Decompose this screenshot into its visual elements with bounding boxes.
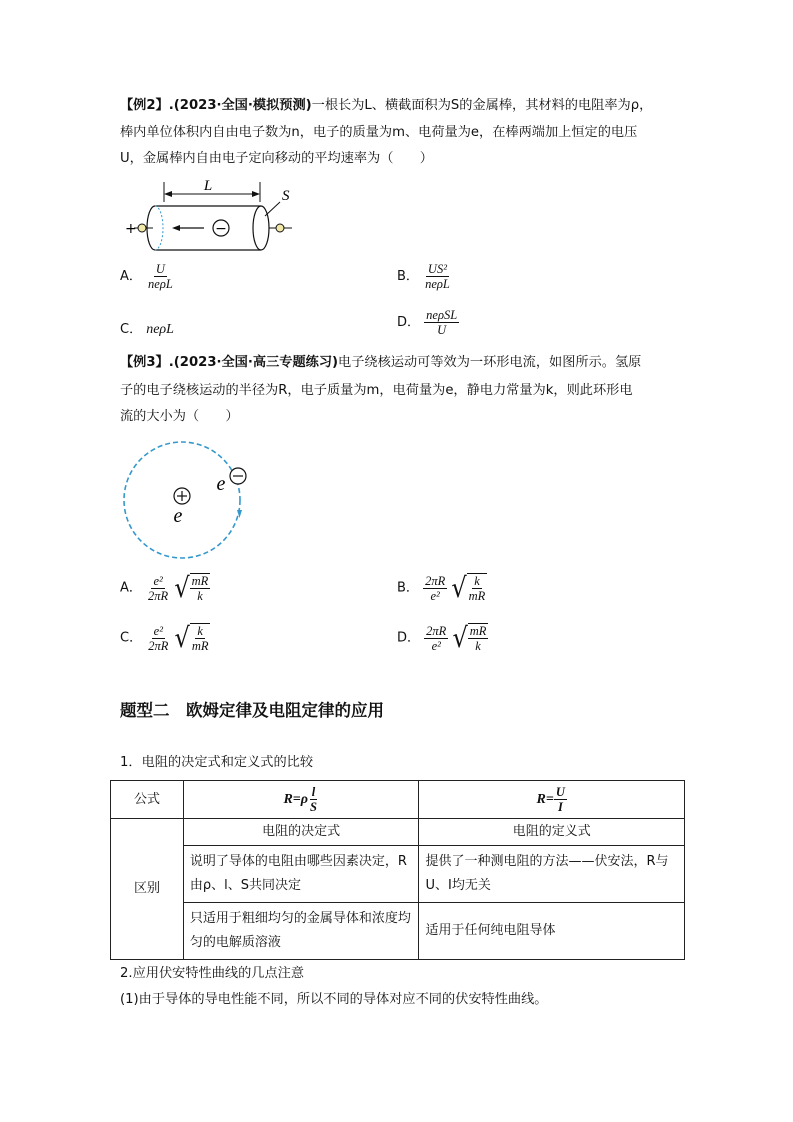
example3-line3: 流的大小为（ ） (120, 409, 239, 424)
option-c-fraction: $\frac{\text{e²}}{2\pi R}$ (148, 623, 169, 653)
option-c-expression: neρL (146, 322, 174, 337)
option-a-fraction: $\frac{U}{\text{neρL}}$ (148, 262, 173, 291)
dimension-arrow-left (164, 191, 172, 197)
example3-source: .(2023·全国·高三专题练习) (168, 355, 339, 370)
example3-option-d[interactable] (397, 623, 488, 653)
example2-source: .(2023·全国·模拟预测) (168, 98, 312, 113)
plus-terminal-label: + (125, 221, 137, 237)
formula-ohm-definition: R= $\frac{U}{I}$ (419, 781, 685, 819)
example2-option-a[interactable] (120, 262, 175, 291)
item1-title: 1．电阻的决定式和定义式的比较 (120, 755, 314, 770)
example2-option-d[interactable] (397, 308, 459, 337)
option-d-radical: √ $\frac{mR}{k}$ (452, 621, 487, 655)
col1-title: 电阻的决定式 (183, 819, 419, 846)
electron-sign: − (215, 221, 227, 237)
rod-end-face (253, 206, 269, 250)
option-b-fraction: $\frac{2\pi R}{\text{e²}}$ (425, 573, 446, 603)
option-letter: A． (120, 580, 142, 596)
example2-label: 【例2】 (120, 98, 169, 113)
table-cell: 适用于任何纯电阻导体 (419, 903, 685, 960)
option-letter: D． (397, 315, 421, 330)
example2-line1 (120, 97, 652, 115)
table-cell: 说明了导体的电阻由哪些因素决定，R由ρ、l、S共同决定 (183, 846, 419, 903)
option-letter: D． (397, 630, 421, 646)
example2-line3: U，金属棒内自由电子定向移动的平均速率为（ ） (120, 151, 433, 166)
table-cell: 提供了一种测电阻的方法——伏安法，R与U、I均无关 (419, 846, 685, 903)
dimension-arrow-right (252, 191, 260, 197)
table-row (111, 903, 685, 960)
table-row (111, 819, 685, 846)
table-row (111, 846, 685, 903)
electron-label: e (216, 473, 226, 495)
section-title: 题型二 欧姆定律及电阻定律的应用 (120, 701, 384, 720)
example3-text-1: 电子绕核运动可等效为一环形电流，如图所示。氢原 (338, 355, 642, 370)
example3-label: 【例3】 (120, 355, 169, 370)
terminal-left (138, 224, 146, 232)
option-c-radical: √ $\frac{k}{mR}$ (174, 621, 209, 655)
col2-title: 电阻的定义式 (419, 819, 685, 846)
example3-option-a[interactable] (120, 573, 210, 603)
example2-option-c[interactable] (120, 318, 174, 338)
rod-length-label: L (203, 178, 213, 194)
example3-line2: 子的电子绕核运动的半径为R，电子质量为m，电荷量为e，静电力常量为k，则此环形电 (120, 383, 633, 398)
example2-option-b[interactable] (397, 262, 452, 291)
area-label: S (282, 188, 290, 204)
option-letter: C． (120, 322, 143, 337)
option-letter: C． (120, 630, 143, 646)
example3-line1 (120, 354, 641, 372)
metal-rod-figure (120, 176, 300, 251)
option-letter: A． (120, 269, 142, 284)
terminal-right (276, 224, 284, 232)
item2-title: 2.应用伏安特性曲线的几点注意 (120, 966, 305, 981)
item2-point1: (1)由于导体的导电性能不同，所以不同的导体对应不同的伏安特性曲线。 (120, 992, 548, 1007)
example3-option-c[interactable] (120, 623, 210, 653)
example2-text-1: 一根长为L、横截面积为S的金属棒，其材料的电阻率为ρ， (311, 98, 653, 113)
electron-orbit-figure (118, 438, 258, 568)
option-d-fraction: $\frac{\text{neρSL}}{U}$ (426, 308, 458, 337)
formula-resistance-law: R=ρ $\frac{l}{S}$ (183, 781, 419, 819)
example3-option-b[interactable] (397, 573, 487, 603)
option-letter: B． (397, 580, 419, 596)
nucleus-label: e (173, 505, 183, 527)
formula-header: 公式 (111, 781, 184, 819)
table-row (111, 781, 685, 819)
example2-line2: 棒内单位体积内自由电子数为n，电子的质量为m、电荷量为e，在棒两端加上恒定的电压 (120, 125, 638, 140)
difference-header: 区别 (111, 819, 184, 960)
option-a-fraction: $\frac{\text{e²}}{2\pi R}$ (148, 573, 169, 603)
table-cell: 只适用于粗细均匀的金属导体和浓度均匀的电解质溶液 (183, 903, 419, 960)
option-d-fraction: $\frac{2\pi R}{\text{e²}}$ (426, 623, 447, 653)
option-b-fraction: $\frac{\text{US²}}{\text{neρL}}$ (425, 262, 450, 291)
option-a-radical: √ $\frac{mR}{k}$ (174, 571, 209, 605)
option-b-radical: √ $\frac{k}{mR}$ (451, 571, 486, 605)
option-letter: B． (397, 269, 419, 284)
resistance-comparison-table (110, 780, 685, 960)
